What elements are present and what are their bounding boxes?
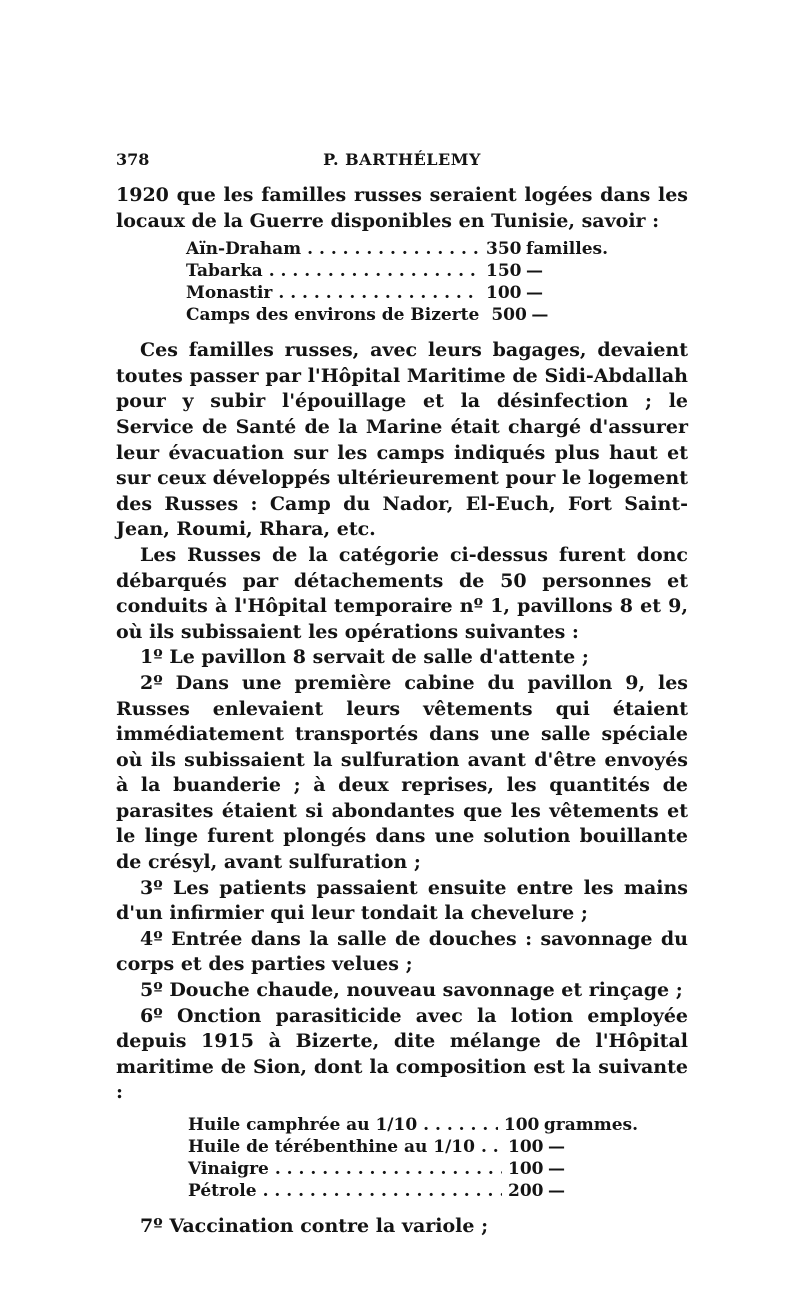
composition-row [188, 1158, 638, 1180]
step-3: 3º Les patients passaient ensuite entre les mains d'un infirmier qui leur tondait la chevelure ; [116, 876, 688, 925]
location-unit: — [526, 283, 543, 304]
page-body [116, 183, 688, 1240]
ingredient-unit: — [548, 1181, 565, 1201]
location-row [186, 238, 616, 260]
step-1: 1º Le pavillon 8 servait de salle d'attente ; [140, 646, 589, 669]
composition-row [188, 1114, 638, 1136]
step-6: 6º Onction parasiticide avec la lotion employée depuis 1915 à Bizerte, dite mélange de l'Hôpital maritime de Sion, dont la composition est la suivante : [116, 1004, 688, 1104]
ingredient-unit: — [548, 1159, 565, 1179]
ingredient-name: Vinaigre [188, 1159, 269, 1179]
leader-dots [481, 1136, 502, 1158]
leader-dots [275, 1158, 502, 1180]
location-count: 100 [486, 283, 522, 304]
step-5: 5º Douche chaude, nouveau savonnage et rinçage ; [140, 979, 683, 1002]
page-number: 378 [116, 150, 150, 169]
location-unit: — [531, 305, 549, 326]
ingredient-qty: 200 [508, 1181, 544, 1201]
location-unit: familles. [526, 239, 608, 260]
location-name: Tabarka [186, 261, 263, 282]
location-count: 150 [486, 261, 522, 282]
location-name: Monastir [186, 283, 273, 304]
ingredient-unit: grammes. [543, 1115, 638, 1135]
step-4: 4º Entrée dans la salle de douches : savonnage du corps et des parties velues ; [116, 927, 688, 976]
ingredient-unit: — [548, 1137, 565, 1157]
location-name: Aïn-Draham [186, 239, 302, 260]
location-count: 350 [486, 239, 522, 260]
intro-paragraph: 1920 que les familles russes seraient logées dans les locaux de la Guerre disponibles en Tunisie, savoir : [116, 184, 688, 232]
step-2: 2º Dans une première cabine du pavillon 9, les Russes enlevaient leurs vêtements qui étaient immédiatement transportés dans une salle spéciale où ils subissaient la sulfuration avant d'être envoyés à la buanderie ; à deux reprises, les quantités de parasites étaient si abondantes que les vêtements et le linge furent plongés dans une solution bouillante de crésyl, avant sulfuration ; [116, 671, 688, 874]
leader-dots [269, 260, 480, 282]
locations-table [186, 238, 616, 326]
ingredient-name: Huile camphrée au 1/10 [188, 1115, 418, 1135]
composition-row [188, 1180, 638, 1202]
leader-dots [423, 1114, 498, 1136]
composition-row [188, 1136, 638, 1158]
step-7: 7º Vaccination contre la variole ; [140, 1215, 489, 1237]
leader-dots [278, 282, 480, 304]
location-name: Camps des environs de Bizerte [186, 305, 480, 326]
ingredient-name: Pétrole [188, 1181, 257, 1201]
ingredient-qty: 100 [503, 1115, 540, 1135]
paragraph-evacuation: Ces familles russes, avec leurs bagages, devaient toutes passer par l'Hôpital Maritime de Sidi-Abdallah pour y subir l'épouillage et la désinfection ; le Service de Santé de la Marine était chargé d'assurer leur évacuation sur les camps indiqués plus haut et sur ceux développés ultérieurement pour le logement des Russes : Camp du Nador, El-Euch, Fort Saint-Jean, Roumi, Rhara, etc. [116, 339, 688, 541]
location-unit: — [526, 261, 543, 282]
leader-dots [263, 1180, 502, 1202]
ingredient-qty: 100 [508, 1159, 544, 1179]
page-header [116, 150, 688, 174]
ingredient-qty: 100 [508, 1137, 544, 1157]
composition-table [188, 1114, 638, 1202]
leader-dots [307, 238, 480, 260]
paragraph-debarkation: Les Russes de la catégorie ci-dessus furent donc débarqués par détachements de 50 personnes et conduits à l'Hôpital temporaire nº 1, pavillons 8 et 9, où ils subissaient les opérations suivantes : [116, 543, 688, 643]
ingredient-name: Huile de térébenthine au 1/10 [188, 1137, 475, 1157]
running-title: P. BARTHÉLEMY [323, 150, 481, 169]
location-row [186, 260, 616, 282]
location-row [186, 304, 616, 326]
location-count: 500 [491, 305, 527, 326]
location-row [186, 282, 616, 304]
